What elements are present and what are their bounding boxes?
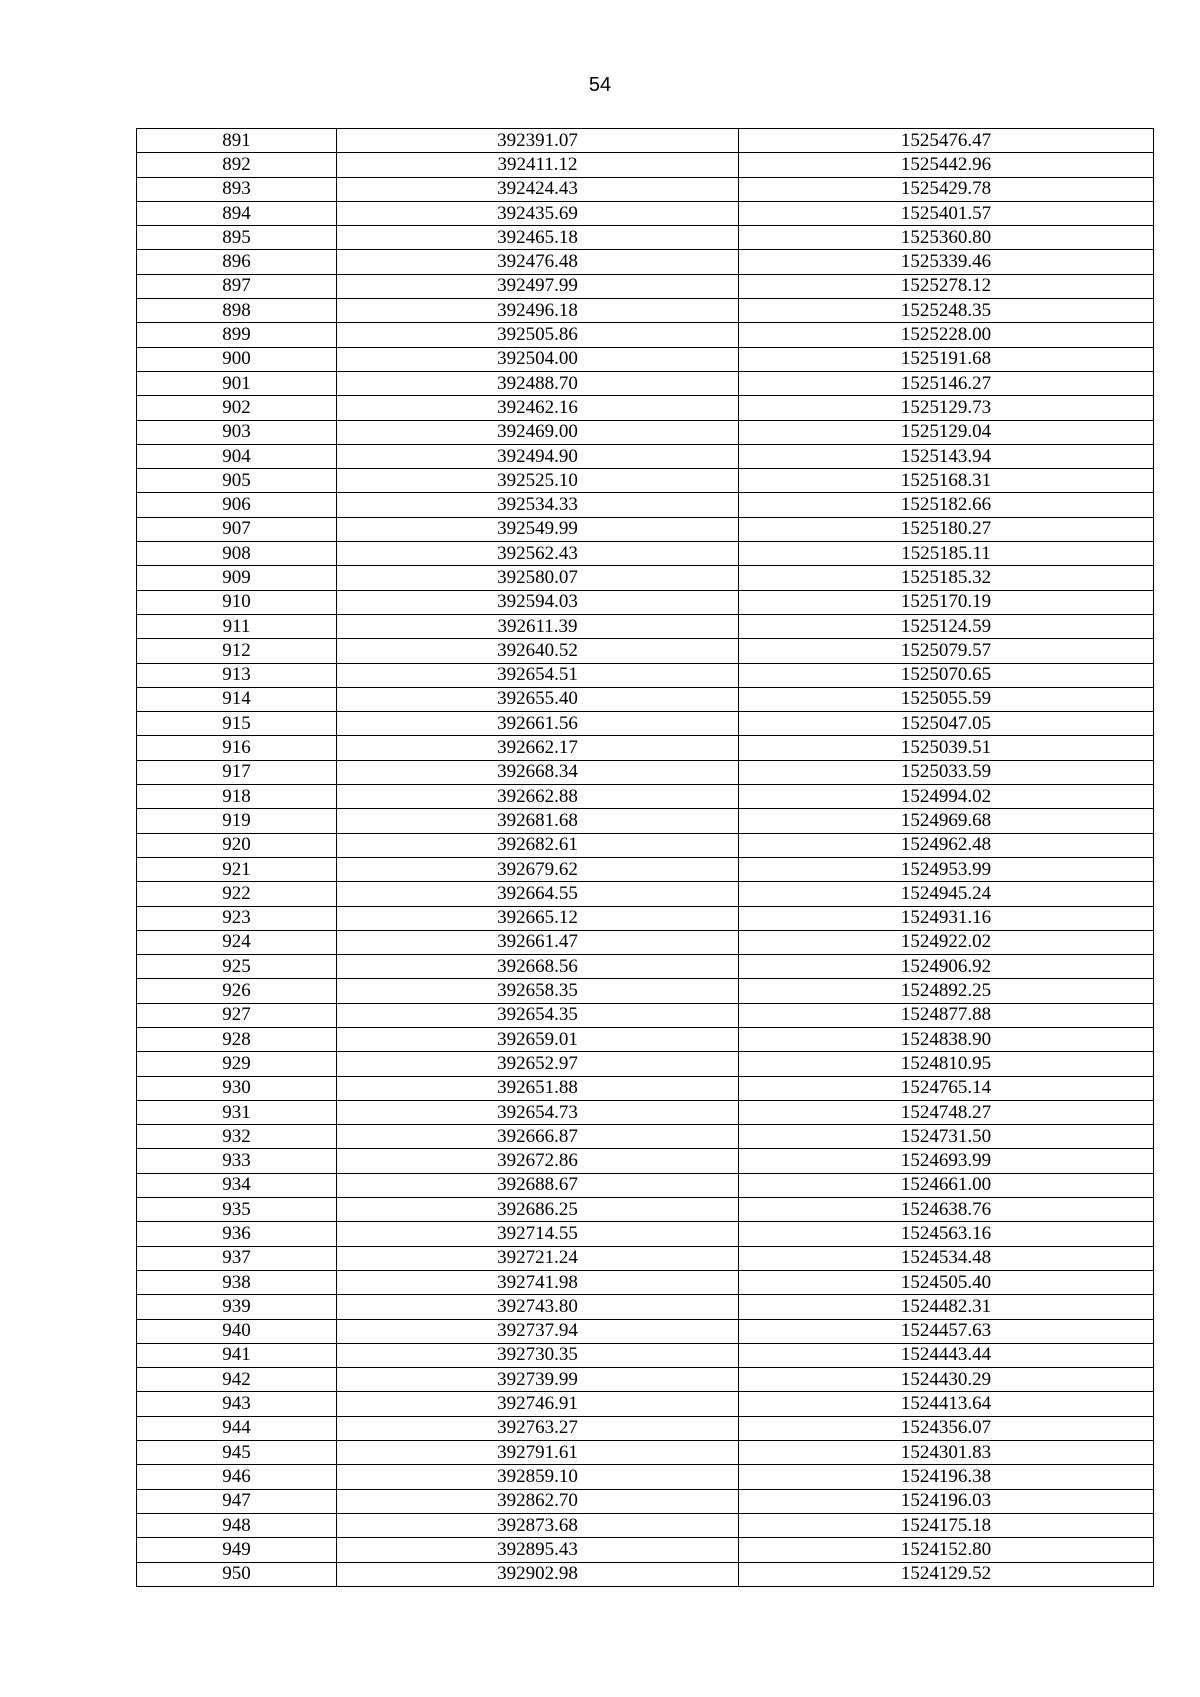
coordinate-table-body [137, 129, 1154, 1587]
x-coordinate-cell: 392411.12 [337, 153, 739, 177]
point-number-cell: 936 [137, 1222, 337, 1246]
y-coordinate-cell: 1525146.27 [739, 371, 1154, 395]
point-number-cell: 903 [137, 420, 337, 444]
y-coordinate-cell: 1524356.07 [739, 1416, 1154, 1440]
point-number-cell: 901 [137, 371, 337, 395]
table-row [137, 493, 1154, 517]
x-coordinate-cell: 392662.17 [337, 736, 739, 760]
y-coordinate-cell: 1524994.02 [739, 785, 1154, 809]
point-number-cell: 909 [137, 566, 337, 590]
y-coordinate-cell: 1525039.51 [739, 736, 1154, 760]
point-number-cell: 904 [137, 444, 337, 468]
table-row [137, 1125, 1154, 1149]
y-coordinate-cell: 1525079.57 [739, 639, 1154, 663]
x-coordinate-cell: 392668.56 [337, 955, 739, 979]
x-coordinate-cell: 392465.18 [337, 226, 739, 250]
table-row [137, 590, 1154, 614]
y-coordinate-cell: 1525429.78 [739, 177, 1154, 201]
point-number-cell: 943 [137, 1392, 337, 1416]
point-number-cell: 914 [137, 687, 337, 711]
x-coordinate-cell: 392668.34 [337, 760, 739, 784]
y-coordinate-cell: 1524638.76 [739, 1198, 1154, 1222]
table-row [137, 1027, 1154, 1051]
table-row [137, 566, 1154, 590]
x-coordinate-cell: 392640.52 [337, 639, 739, 663]
table-row [137, 129, 1154, 153]
table-row [137, 1222, 1154, 1246]
x-coordinate-cell: 392859.10 [337, 1465, 739, 1489]
table-row [137, 371, 1154, 395]
x-coordinate-cell: 392424.43 [337, 177, 739, 201]
point-number-cell: 899 [137, 323, 337, 347]
table-row [137, 639, 1154, 663]
page-number: 54 [588, 74, 612, 96]
y-coordinate-cell: 1524505.40 [739, 1270, 1154, 1294]
table-row [137, 833, 1154, 857]
y-coordinate-cell: 1525182.66 [739, 493, 1154, 517]
table-row [137, 1173, 1154, 1197]
x-coordinate-cell: 392462.16 [337, 396, 739, 420]
point-number-cell: 918 [137, 785, 337, 809]
y-coordinate-cell: 1524962.48 [739, 833, 1154, 857]
point-number-cell: 919 [137, 809, 337, 833]
y-coordinate-cell: 1525185.32 [739, 566, 1154, 590]
point-number-cell: 910 [137, 590, 337, 614]
point-number-cell: 912 [137, 639, 337, 663]
table-row [137, 1343, 1154, 1367]
point-number-cell: 922 [137, 882, 337, 906]
table-row [137, 1538, 1154, 1562]
y-coordinate-cell: 1525248.35 [739, 299, 1154, 323]
table-row [137, 1149, 1154, 1173]
y-coordinate-cell: 1524152.80 [739, 1538, 1154, 1562]
table-row [137, 299, 1154, 323]
x-coordinate-cell: 392666.87 [337, 1125, 739, 1149]
x-coordinate-cell: 392476.48 [337, 250, 739, 274]
x-coordinate-cell: 392746.91 [337, 1392, 739, 1416]
y-coordinate-cell: 1525033.59 [739, 760, 1154, 784]
point-number-cell: 940 [137, 1319, 337, 1343]
y-coordinate-cell: 1524765.14 [739, 1076, 1154, 1100]
x-coordinate-cell: 392505.86 [337, 323, 739, 347]
point-number-cell: 928 [137, 1027, 337, 1051]
x-coordinate-cell: 392662.88 [337, 785, 739, 809]
x-coordinate-cell: 392895.43 [337, 1538, 739, 1562]
point-number-cell: 946 [137, 1465, 337, 1489]
y-coordinate-cell: 1524945.24 [739, 882, 1154, 906]
x-coordinate-cell: 392737.94 [337, 1319, 739, 1343]
x-coordinate-cell: 392655.40 [337, 687, 739, 711]
table-row [137, 226, 1154, 250]
x-coordinate-cell: 392658.35 [337, 979, 739, 1003]
coordinate-table [136, 128, 1154, 1587]
table-row [137, 542, 1154, 566]
x-coordinate-cell: 392391.07 [337, 129, 739, 153]
point-number-cell: 894 [137, 201, 337, 225]
y-coordinate-cell: 1524175.18 [739, 1513, 1154, 1537]
y-coordinate-cell: 1525129.04 [739, 420, 1154, 444]
table-row [137, 396, 1154, 420]
x-coordinate-cell: 392654.73 [337, 1100, 739, 1124]
point-number-cell: 921 [137, 857, 337, 881]
table-row [137, 1003, 1154, 1027]
x-coordinate-cell: 392763.27 [337, 1416, 739, 1440]
point-number-cell: 911 [137, 614, 337, 638]
point-number-cell: 896 [137, 250, 337, 274]
point-number-cell: 924 [137, 930, 337, 954]
point-number-cell: 950 [137, 1562, 337, 1586]
point-number-cell: 937 [137, 1246, 337, 1270]
y-coordinate-cell: 1525070.65 [739, 663, 1154, 687]
x-coordinate-cell: 392494.90 [337, 444, 739, 468]
table-row [137, 469, 1154, 493]
x-coordinate-cell: 392664.55 [337, 882, 739, 906]
x-coordinate-cell: 392681.68 [337, 809, 739, 833]
x-coordinate-cell: 392525.10 [337, 469, 739, 493]
table-row [137, 1441, 1154, 1465]
y-coordinate-cell: 1524931.16 [739, 906, 1154, 930]
point-number-cell: 927 [137, 1003, 337, 1027]
table-row [137, 687, 1154, 711]
y-coordinate-cell: 1525129.73 [739, 396, 1154, 420]
table-row [137, 1295, 1154, 1319]
x-coordinate-cell: 392721.24 [337, 1246, 739, 1270]
table-row [137, 1198, 1154, 1222]
y-coordinate-cell: 1524482.31 [739, 1295, 1154, 1319]
table-row [137, 663, 1154, 687]
point-number-cell: 947 [137, 1489, 337, 1513]
y-coordinate-cell: 1524838.90 [739, 1027, 1154, 1051]
x-coordinate-cell: 392714.55 [337, 1222, 739, 1246]
point-number-cell: 902 [137, 396, 337, 420]
point-number-cell: 938 [137, 1270, 337, 1294]
x-coordinate-cell: 392739.99 [337, 1368, 739, 1392]
table-row [137, 1246, 1154, 1270]
table-row [137, 420, 1154, 444]
x-coordinate-cell: 392741.98 [337, 1270, 739, 1294]
table-row [137, 979, 1154, 1003]
point-number-cell: 897 [137, 274, 337, 298]
x-coordinate-cell: 392665.12 [337, 906, 739, 930]
x-coordinate-cell: 392862.70 [337, 1489, 739, 1513]
y-coordinate-cell: 1525442.96 [739, 153, 1154, 177]
point-number-cell: 942 [137, 1368, 337, 1392]
point-number-cell: 923 [137, 906, 337, 930]
y-coordinate-cell: 1524196.03 [739, 1489, 1154, 1513]
x-coordinate-cell: 392611.39 [337, 614, 739, 638]
table-row [137, 736, 1154, 760]
y-coordinate-cell: 1525278.12 [739, 274, 1154, 298]
point-number-cell: 898 [137, 299, 337, 323]
point-number-cell: 916 [137, 736, 337, 760]
point-number-cell: 905 [137, 469, 337, 493]
x-coordinate-cell: 392730.35 [337, 1343, 739, 1367]
table-row [137, 517, 1154, 541]
x-coordinate-cell: 392791.61 [337, 1441, 739, 1465]
point-number-cell: 915 [137, 712, 337, 736]
y-coordinate-cell: 1524877.88 [739, 1003, 1154, 1027]
y-coordinate-cell: 1525191.68 [739, 347, 1154, 371]
y-coordinate-cell: 1525401.57 [739, 201, 1154, 225]
x-coordinate-cell: 392659.01 [337, 1027, 739, 1051]
y-coordinate-cell: 1524196.38 [739, 1465, 1154, 1489]
x-coordinate-cell: 392743.80 [337, 1295, 739, 1319]
point-number-cell: 933 [137, 1149, 337, 1173]
y-coordinate-cell: 1524693.99 [739, 1149, 1154, 1173]
point-number-cell: 930 [137, 1076, 337, 1100]
x-coordinate-cell: 392562.43 [337, 542, 739, 566]
y-coordinate-cell: 1524661.00 [739, 1173, 1154, 1197]
y-coordinate-cell: 1525170.19 [739, 590, 1154, 614]
x-coordinate-cell: 392549.99 [337, 517, 739, 541]
x-coordinate-cell: 392661.56 [337, 712, 739, 736]
x-coordinate-cell: 392435.69 [337, 201, 739, 225]
x-coordinate-cell: 392654.51 [337, 663, 739, 687]
table-row [137, 1368, 1154, 1392]
table-row [137, 1100, 1154, 1124]
point-number-cell: 917 [137, 760, 337, 784]
x-coordinate-cell: 392654.35 [337, 1003, 739, 1027]
y-coordinate-cell: 1525339.46 [739, 250, 1154, 274]
table-row [137, 760, 1154, 784]
x-coordinate-cell: 392496.18 [337, 299, 739, 323]
table-row [137, 1513, 1154, 1537]
table-row [137, 857, 1154, 881]
y-coordinate-cell: 1524953.99 [739, 857, 1154, 881]
y-coordinate-cell: 1524969.68 [739, 809, 1154, 833]
x-coordinate-cell: 392873.68 [337, 1513, 739, 1537]
x-coordinate-cell: 392594.03 [337, 590, 739, 614]
table-row [137, 614, 1154, 638]
point-number-cell: 906 [137, 493, 337, 517]
y-coordinate-cell: 1525228.00 [739, 323, 1154, 347]
table-row [137, 1416, 1154, 1440]
table-row [137, 323, 1154, 347]
y-coordinate-cell: 1524443.44 [739, 1343, 1154, 1367]
y-coordinate-cell: 1524129.52 [739, 1562, 1154, 1586]
table-row [137, 712, 1154, 736]
y-coordinate-cell: 1525124.59 [739, 614, 1154, 638]
point-number-cell: 949 [137, 1538, 337, 1562]
table-row [137, 785, 1154, 809]
y-coordinate-cell: 1525047.05 [739, 712, 1154, 736]
table-row [137, 250, 1154, 274]
point-number-cell: 907 [137, 517, 337, 541]
x-coordinate-cell: 392488.70 [337, 371, 739, 395]
x-coordinate-cell: 392534.33 [337, 493, 739, 517]
table-row [137, 201, 1154, 225]
x-coordinate-cell: 392580.07 [337, 566, 739, 590]
point-number-cell: 925 [137, 955, 337, 979]
x-coordinate-cell: 392688.67 [337, 1173, 739, 1197]
point-number-cell: 908 [137, 542, 337, 566]
point-number-cell: 900 [137, 347, 337, 371]
y-coordinate-cell: 1524906.92 [739, 955, 1154, 979]
y-coordinate-cell: 1525180.27 [739, 517, 1154, 541]
table-row [137, 177, 1154, 201]
point-number-cell: 913 [137, 663, 337, 687]
table-row [137, 1392, 1154, 1416]
table-row [137, 930, 1154, 954]
y-coordinate-cell: 1524922.02 [739, 930, 1154, 954]
table-row [137, 809, 1154, 833]
y-coordinate-cell: 1524413.64 [739, 1392, 1154, 1416]
point-number-cell: 944 [137, 1416, 337, 1440]
table-row [137, 1465, 1154, 1489]
table-row [137, 1562, 1154, 1586]
y-coordinate-cell: 1524457.63 [739, 1319, 1154, 1343]
point-number-cell: 893 [137, 177, 337, 201]
x-coordinate-cell: 392497.99 [337, 274, 739, 298]
y-coordinate-cell: 1525185.11 [739, 542, 1154, 566]
point-number-cell: 934 [137, 1173, 337, 1197]
point-number-cell: 931 [137, 1100, 337, 1124]
point-number-cell: 929 [137, 1052, 337, 1076]
table-row [137, 444, 1154, 468]
table-row [137, 347, 1154, 371]
y-coordinate-cell: 1524748.27 [739, 1100, 1154, 1124]
table-row [137, 1489, 1154, 1513]
point-number-cell: 892 [137, 153, 337, 177]
x-coordinate-cell: 392661.47 [337, 930, 739, 954]
y-coordinate-cell: 1525168.31 [739, 469, 1154, 493]
y-coordinate-cell: 1524430.29 [739, 1368, 1154, 1392]
x-coordinate-cell: 392652.97 [337, 1052, 739, 1076]
y-coordinate-cell: 1525360.80 [739, 226, 1154, 250]
x-coordinate-cell: 392686.25 [337, 1198, 739, 1222]
point-number-cell: 948 [137, 1513, 337, 1537]
y-coordinate-cell: 1525143.94 [739, 444, 1154, 468]
x-coordinate-cell: 392469.00 [337, 420, 739, 444]
table-row [137, 1052, 1154, 1076]
point-number-cell: 895 [137, 226, 337, 250]
table-row [137, 955, 1154, 979]
table-row [137, 906, 1154, 930]
x-coordinate-cell: 392679.62 [337, 857, 739, 881]
y-coordinate-cell: 1524301.83 [739, 1441, 1154, 1465]
y-coordinate-cell: 1524892.25 [739, 979, 1154, 1003]
x-coordinate-cell: 392651.88 [337, 1076, 739, 1100]
table-row [137, 882, 1154, 906]
y-coordinate-cell: 1524534.48 [739, 1246, 1154, 1270]
point-number-cell: 891 [137, 129, 337, 153]
y-coordinate-cell: 1525055.59 [739, 687, 1154, 711]
point-number-cell: 941 [137, 1343, 337, 1367]
point-number-cell: 939 [137, 1295, 337, 1319]
point-number-cell: 935 [137, 1198, 337, 1222]
x-coordinate-cell: 392504.00 [337, 347, 739, 371]
point-number-cell: 920 [137, 833, 337, 857]
x-coordinate-cell: 392682.61 [337, 833, 739, 857]
point-number-cell: 932 [137, 1125, 337, 1149]
table-row [137, 153, 1154, 177]
y-coordinate-cell: 1524731.50 [739, 1125, 1154, 1149]
x-coordinate-cell: 392902.98 [337, 1562, 739, 1586]
y-coordinate-cell: 1524563.16 [739, 1222, 1154, 1246]
y-coordinate-cell: 1525476.47 [739, 129, 1154, 153]
table-row [137, 1270, 1154, 1294]
table-row [137, 1076, 1154, 1100]
point-number-cell: 945 [137, 1441, 337, 1465]
x-coordinate-cell: 392672.86 [337, 1149, 739, 1173]
table-row [137, 1319, 1154, 1343]
table-row [137, 274, 1154, 298]
point-number-cell: 926 [137, 979, 337, 1003]
y-coordinate-cell: 1524810.95 [739, 1052, 1154, 1076]
